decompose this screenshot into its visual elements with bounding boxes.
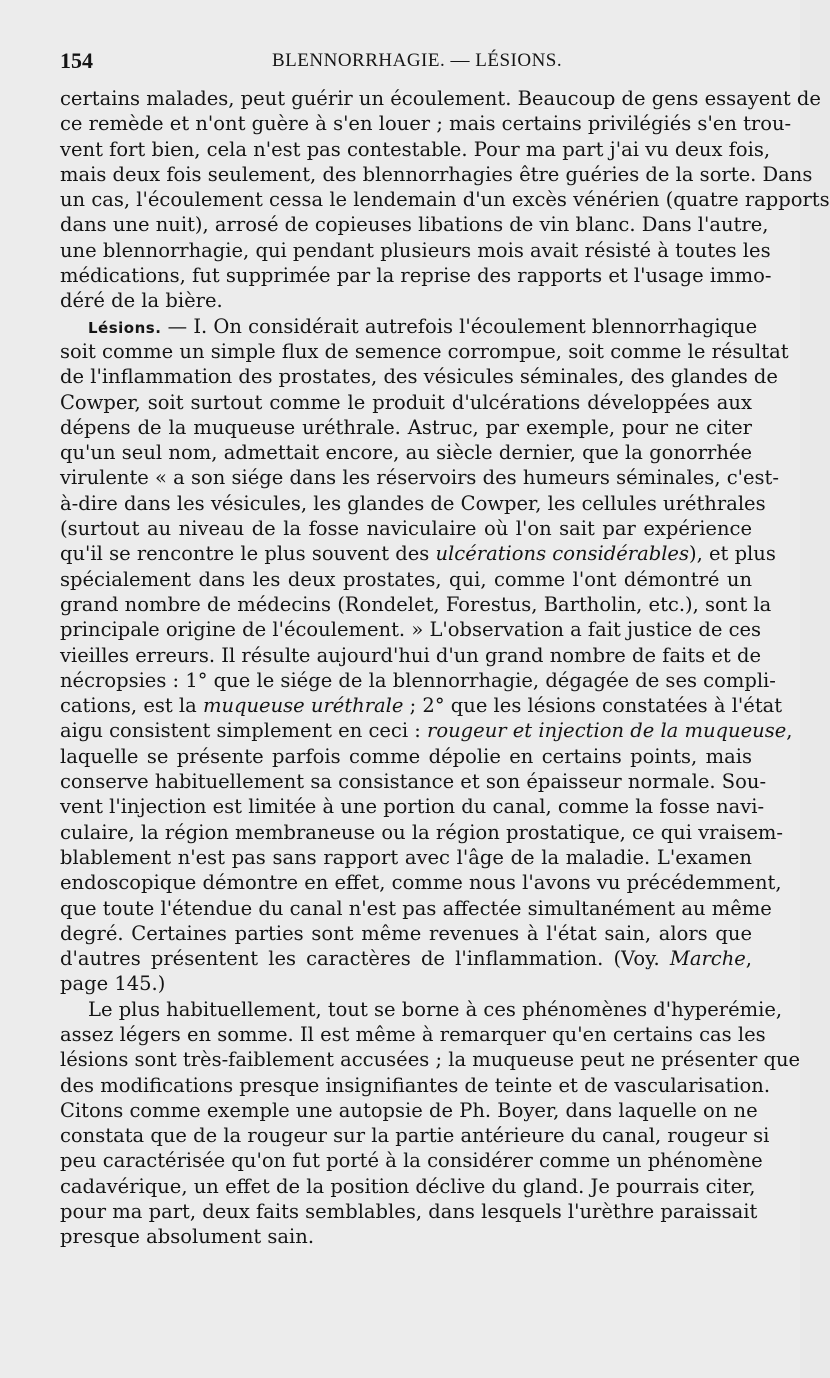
text-line xyxy=(60,339,789,364)
text-line xyxy=(60,643,761,668)
text-segment: des modifications presque insignifiantes de teinte et de vascularisation. xyxy=(60,1073,771,1097)
text-line xyxy=(60,769,767,794)
text-segment: Citons comme exemple une autopsie de Ph. Boyer, dans laquelle on ne xyxy=(60,1098,758,1122)
text-line xyxy=(60,668,776,693)
text-line xyxy=(60,592,772,617)
text-segment: à-dire dans les vésicules, les glandes de Cowper, les cellules uréthrales xyxy=(60,491,766,515)
text-line xyxy=(60,263,772,288)
text-line xyxy=(60,997,783,1022)
text-segment: ), et plus xyxy=(688,542,776,566)
text-line xyxy=(60,896,772,921)
text-segment: cadavérique, un effet de la position déclive du gland. Je pourrais citer, xyxy=(60,1174,756,1198)
text-segment: — I. On considérait autrefois l'écoulement blennorrhagique xyxy=(161,314,758,338)
text-segment: ; 2° que les lésions constatées à l'état xyxy=(403,694,783,718)
text-line xyxy=(60,1123,770,1148)
text-line xyxy=(60,1174,756,1199)
text-line xyxy=(60,516,752,541)
text-segment: mais deux fois seulement, des blennorrhagies être guéries de la sorte. Dans xyxy=(60,162,813,186)
page-header xyxy=(60,48,750,80)
text-line xyxy=(60,845,752,870)
text-line xyxy=(60,212,769,237)
text-segment: aigu consistent simplement en ceci : xyxy=(60,719,428,743)
text-segment: spécialement dans les deux prostates, qui, comme l'ont démontré un xyxy=(60,567,752,591)
text-line xyxy=(60,390,752,415)
text-line xyxy=(60,971,752,996)
text-segment: constata que de la rougeur sur la partie antérieure du canal, rougeur si xyxy=(60,1124,770,1148)
text-segment: que toute l'étendue du canal n'est pas affectée simultanément au même xyxy=(60,896,772,920)
italic-text: Marche xyxy=(669,947,746,971)
text-segment: certains malades, peut guérir un écoulement. Beaucoup de gens essayent de xyxy=(60,87,821,110)
text-line xyxy=(60,718,793,743)
text-segment: page 145.) xyxy=(60,972,166,996)
text-segment: dépens de la muqueuse uréthrale. Astruc, par exemple, pour ne citer xyxy=(60,415,752,439)
text-segment: soit comme un simple flux de semence corrompue, soit comme le résultat xyxy=(60,339,789,363)
text-segment: dans une nuit), arrosé de copieuses libations de vin blanc. Dans l'autre, xyxy=(60,213,769,237)
text-line xyxy=(60,187,830,212)
italic-text: ulcérations considérables xyxy=(435,542,689,566)
text-segment: degré. Certaines parties sont même revenues à l'état sain, alors que xyxy=(60,921,752,945)
text-segment: médications, fut supprimée par la reprise des rapports et l'usage immo- xyxy=(60,264,772,288)
text-segment: ce remède et n'ont guère à s'en louer ; mais certains privilégiés s'en trou- xyxy=(60,112,792,136)
text-line xyxy=(60,111,792,136)
text-line xyxy=(60,440,752,465)
text-segment: blablement n'est pas sans rapport avec l'âge de la maladie. L'examen xyxy=(60,845,752,869)
text-line xyxy=(60,1148,763,1173)
text-line xyxy=(60,465,779,490)
italic-text: rougeur et injection de la muqueuse xyxy=(427,719,787,743)
text-line xyxy=(60,1047,801,1072)
text-segment: , xyxy=(786,719,793,743)
text-line xyxy=(60,1098,758,1123)
text-segment: virulente « a son siége dans les réservoirs des humeurs séminales, c'est- xyxy=(60,466,779,490)
text-segment: un cas, l'écoulement cessa le lendemain d'un excès vénérien (quatre rapports xyxy=(60,188,830,212)
text-segment: pour ma part, deux faits semblables, dans lesquels l'urèthre paraissait xyxy=(60,1200,758,1224)
text-segment: vieilles erreurs. Il résulte aujourd'hui d'un grand nombre de faits et de xyxy=(60,643,761,667)
text-segment: (surtout au niveau de la fosse naviculaire où l'on sait par expérience xyxy=(60,517,752,541)
text-segment: lésions sont très-faiblement accusées ; la muqueuse peut ne présenter que xyxy=(60,1048,801,1072)
text-line xyxy=(60,288,752,313)
text-line xyxy=(60,1224,752,1249)
text-line xyxy=(60,314,758,339)
text-line xyxy=(60,1073,771,1098)
text-line xyxy=(60,693,783,718)
text-segment: endoscopique démontre en effet, comme nous l'avons vu précédemment, xyxy=(60,871,782,895)
text-line xyxy=(60,86,821,111)
running-title: BLENNORRHAGIE. — LÉSIONS. xyxy=(272,50,563,71)
body-text xyxy=(60,86,830,1250)
text-line xyxy=(60,567,752,592)
text-line xyxy=(60,946,752,971)
text-line xyxy=(60,238,771,263)
text-line xyxy=(60,921,752,946)
text-segment: cations, est la xyxy=(60,694,203,718)
text-line xyxy=(60,364,778,389)
text-segment: peu caractérisée qu'on fut porté à la considérer comme un phénomène xyxy=(60,1149,763,1173)
text-segment: qu'il se rencontre le plus souvent des xyxy=(60,542,436,566)
page-number: 154 xyxy=(60,48,93,73)
section-heading: Lésions. xyxy=(88,318,162,337)
text-line xyxy=(60,870,782,895)
text-segment: une blennorrhagie, qui pendant plusieurs mois avait résisté à toutes les xyxy=(60,238,771,262)
text-segment: grand nombre de médecins (Rondelet, Forestus, Bartholin, etc.), sont la xyxy=(60,592,772,616)
text-segment: vent fort bien, cela n'est pas contestable. Pour ma part j'ai vu deux fois, xyxy=(60,137,771,161)
text-line xyxy=(60,541,776,566)
text-segment: assez légers en somme. Il est même à remarquer qu'en certains cas les xyxy=(60,1022,766,1046)
text-line xyxy=(60,820,783,845)
text-segment: nécropsies : 1° que le siége de la blennorrhagie, dégagée de ses compli- xyxy=(60,668,776,692)
text-segment: qu'un seul nom, admettait encore, au siècle dernier, que la gonorrhée xyxy=(60,441,752,465)
text-segment: culaire, la région membraneuse ou la région prostatique, ce qui vraisem- xyxy=(60,820,783,844)
text-segment: d'autres présentent les caractères de l'inflammation. (Voy. xyxy=(60,947,670,971)
italic-text: muqueuse uréthrale xyxy=(202,694,404,718)
text-segment: conserve habituellement sa consistance et son épaisseur normale. Sou- xyxy=(60,770,767,794)
text-segment: déré de la bière. xyxy=(60,289,223,313)
text-segment: Cowper, soit surtout comme le produit d'ulcérations développées aux xyxy=(60,390,752,414)
text-line xyxy=(60,162,813,187)
text-segment: presque absolument sain. xyxy=(60,1225,315,1249)
text-line xyxy=(60,137,771,162)
text-line xyxy=(60,617,762,642)
text-segment: principale origine de l'écoulement. » L'observation a fait justice de ces xyxy=(60,618,762,642)
text-segment: , xyxy=(745,947,752,971)
text-segment: vent l'injection est limitée à une portion du canal, comme la fosse navi- xyxy=(60,795,765,819)
text-segment: Le plus habituellement, tout se borne à ces phénomènes d'hyperémie, xyxy=(88,997,783,1021)
text-line xyxy=(60,415,752,440)
text-segment: de l'inflammation des prostates, des vésicules séminales, des glandes de xyxy=(60,365,778,389)
text-line xyxy=(60,1022,766,1047)
text-segment: laquelle se présente parfois comme dépolie en certains points, mais xyxy=(60,744,752,768)
text-line xyxy=(60,491,766,516)
text-line xyxy=(60,1199,758,1224)
text-line xyxy=(60,744,752,769)
text-line xyxy=(60,794,765,819)
